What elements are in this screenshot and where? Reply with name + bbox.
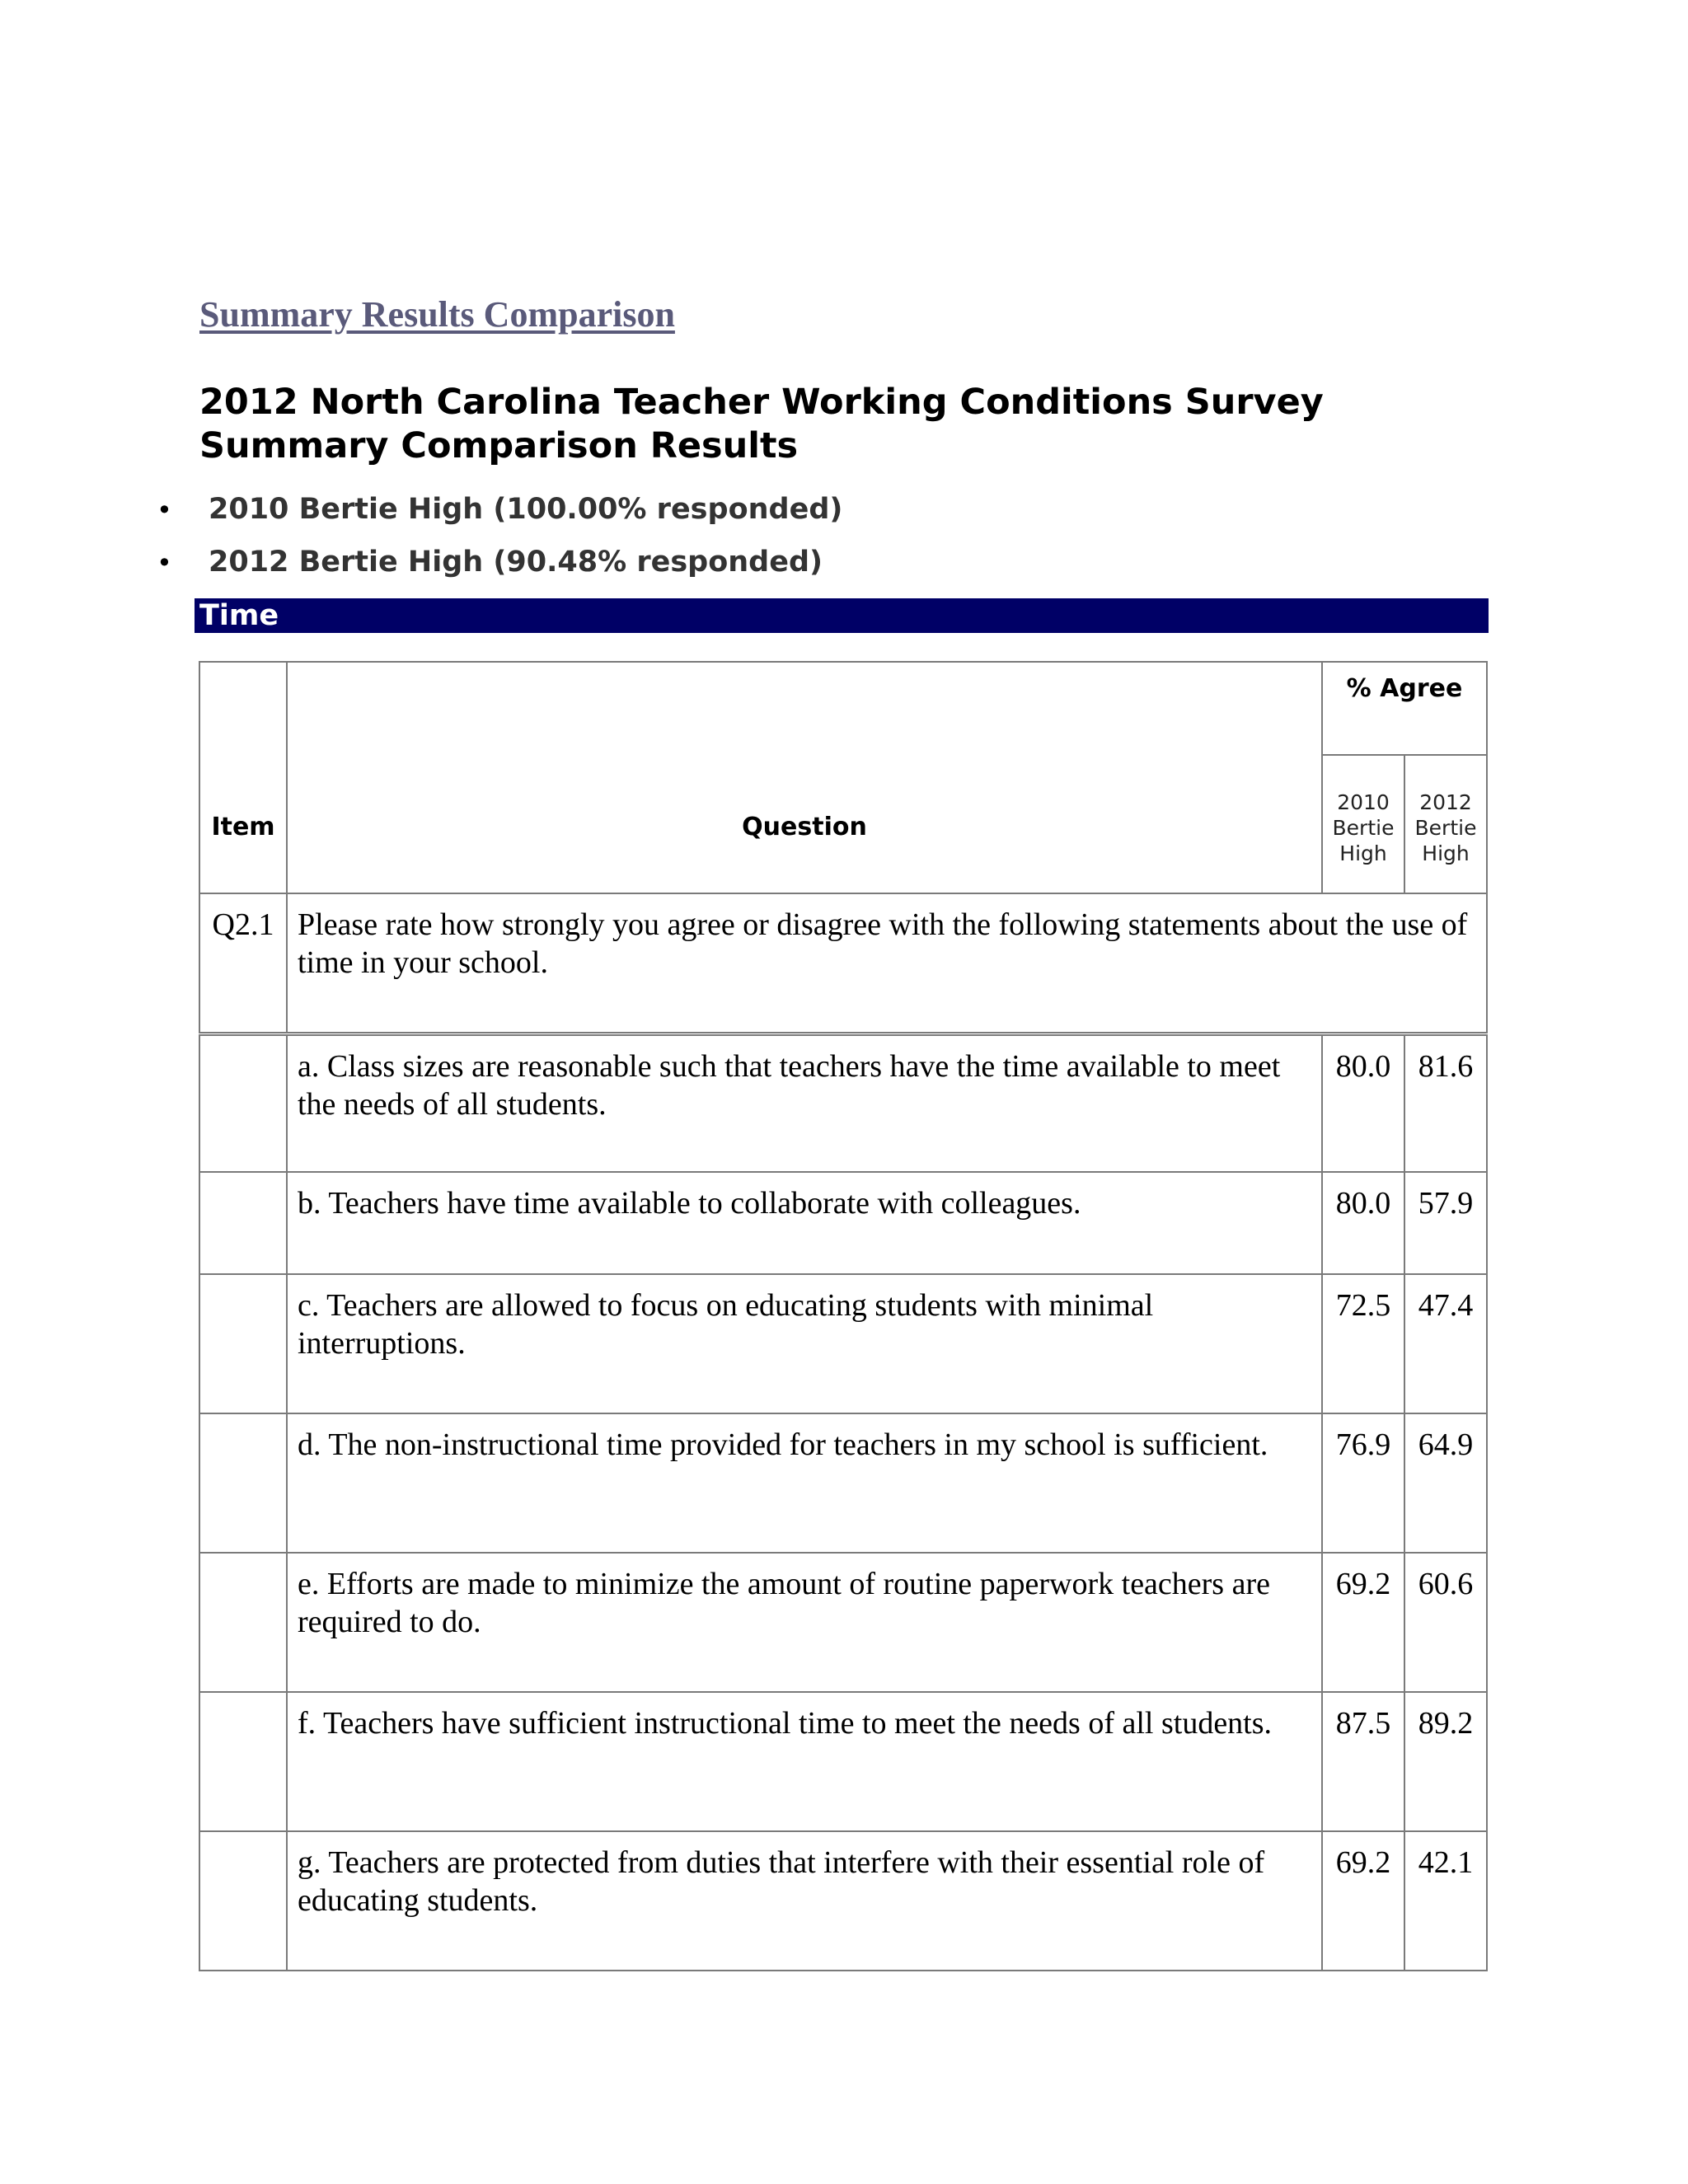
value-2010: 72.5 <box>1322 1274 1404 1413</box>
column-header-agree: % Agree <box>1322 662 1487 755</box>
value-2010: 69.2 <box>1322 1831 1404 1971</box>
table-row <box>199 1033 1487 1172</box>
row-item-cell <box>199 1692 287 1831</box>
value-2010: 87.5 <box>1322 1692 1404 1831</box>
header-row <box>199 662 1487 755</box>
column-header-2012 <box>1404 755 1487 893</box>
column-header-item: Item <box>199 662 287 893</box>
row-question-text: b. Teachers have time available to collaborate with colleagues. <box>287 1172 1322 1274</box>
page-title-line-1: 2012 North Carolina Teacher Working Conditions Survey <box>199 382 1324 423</box>
row-question-text: e. Efforts are made to minimize the amount of routine paperwork teachers are required to do. <box>287 1553 1322 1692</box>
row-question-text: a. Class sizes are reasonable such that teachers have the time available to meet the needs of all students. <box>287 1033 1322 1172</box>
value-2012: 64.9 <box>1404 1413 1487 1553</box>
value-2010: 76.9 <box>1322 1413 1404 1553</box>
value-2012: 89.2 <box>1404 1692 1487 1831</box>
page-title <box>199 381 1477 468</box>
row-question-text: c. Teachers are allowed to focus on educating students with minimal interruptions. <box>287 1274 1322 1413</box>
column-header-2012-year: 2012 <box>1419 790 1472 814</box>
value-2012: 42.1 <box>1404 1831 1487 1971</box>
question-row <box>199 893 1487 1033</box>
bullet-icon: • <box>157 547 172 579</box>
row-item-cell <box>199 1831 287 1971</box>
table-row <box>199 1553 1487 1692</box>
column-header-2010-level: High <box>1339 841 1387 865</box>
table-row <box>199 1172 1487 1274</box>
table-row <box>199 1413 1487 1553</box>
value-2012: 47.4 <box>1404 1274 1487 1413</box>
column-header-2010-school: Bertie <box>1332 815 1395 840</box>
value-2012: 81.6 <box>1404 1033 1487 1172</box>
row-item-cell <box>199 1274 287 1413</box>
row-question-text: f. Teachers have sufficient instructional time to meet the needs of all students. <box>287 1692 1322 1831</box>
value-2012: 57.9 <box>1404 1172 1487 1274</box>
value-2010: 69.2 <box>1322 1553 1404 1692</box>
section-header-time: Time <box>195 598 1489 633</box>
question-text: Please rate how strongly you agree or disagree with the following statements about the use of time in your school. <box>287 893 1487 1033</box>
respondent-2012: 2012 Bertie High (90.48% responded) <box>209 546 823 579</box>
results-table <box>199 661 1488 1971</box>
column-header-2010 <box>1322 755 1404 893</box>
value-2010: 80.0 <box>1322 1033 1404 1172</box>
question-item-id: Q2.1 <box>199 893 287 1033</box>
column-header-question: Question <box>287 662 1322 893</box>
table-row <box>199 1831 1487 1971</box>
value-2012: 60.6 <box>1404 1553 1487 1692</box>
row-item-cell <box>199 1033 287 1172</box>
bullet-icon: • <box>157 494 172 526</box>
column-header-2012-school: Bertie <box>1414 815 1477 840</box>
respondent-2010: 2010 Bertie High (100.00% responded) <box>209 493 843 526</box>
column-header-2010-year: 2010 <box>1337 790 1390 814</box>
table-row <box>199 1692 1487 1831</box>
row-question-text: d. The non-instructional time provided for teachers in my school is sufficient. <box>287 1413 1322 1553</box>
value-2010: 80.0 <box>1322 1172 1404 1274</box>
page-title-line-2: Summary Comparison Results <box>199 425 799 466</box>
table-row <box>199 1274 1487 1413</box>
row-item-cell <box>199 1553 287 1692</box>
summary-results-comparison-link[interactable]: Summary Results Comparison <box>199 294 675 335</box>
column-header-2012-level: High <box>1422 841 1470 865</box>
row-question-text: g. Teachers are protected from duties that interfere with their essential role of educating students. <box>287 1831 1322 1971</box>
row-item-cell <box>199 1413 287 1553</box>
row-item-cell <box>199 1172 287 1274</box>
